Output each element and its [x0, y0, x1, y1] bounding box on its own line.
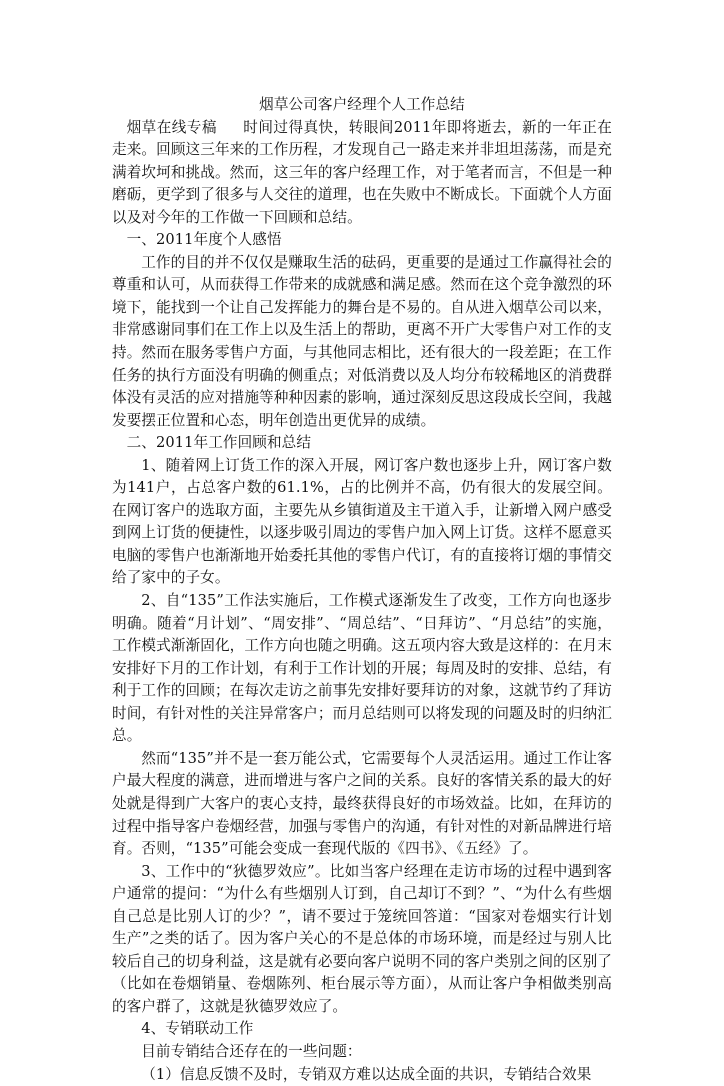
source-label: 烟草在线专稿 — [126, 118, 217, 136]
section-heading-2: 二、2011年工作回顾和总结 — [126, 434, 312, 452]
paragraph-1: 工作的目的并不仅仅是赚取生活的砝码，更重要的是通过工作赢得社会的尊重和认可，从而获得工作带来的成就感和满足感。然而在这个竞争激烈的环境下，能找到一个让自己发挥能力的舞台是不易的。自从进入烟草公司以来，非常感谢同事们在工作上以及生活上的帮助，更离不开广大零售户对工作的支持。然而在服务零售户方面，与其他同志相比，还有很大的一段差距；在工作任务的执行方面没有明确的侧重点；对低消费以及人均分布较稀地区的消费群体没有灵活的应对措施等种种因素的影响，通过深刻反思这段成长空间，我越发要摆正位置和心态，明年创造出更优异的成绩。 — [112, 253, 612, 429]
intro-paragraph — [112, 117, 612, 230]
intro-text: 时间过得真快，转眼间2011年即将逝去，新的一年正在走来。回顾这三年来的工作历程，才发现自己一路走来并非坦坦荡荡，而是充满着坎坷和挑战。然而，这三年的客户经理工作，对于笔者而言，不但是一种磨砺，更学到了很多与人交往的道理，也在失败中不断成长。下面就个人方面以及对今年的工作做一下回顾和总结。 — [112, 118, 612, 226]
document-title: 烟草公司客户经理个人工作总结 — [259, 96, 465, 113]
paragraph-3: 2、自“135”工作法实施后，工作模式逐渐发生了改变，工作方向也逐步明确。随着“月计划”、“周安排”、“周总结”、“日拜访”、“月总结”的实施，工作模式渐渐固化，工作方向也随之明确。这五项内容大致是这样的：在月末安排好下月的工作计划，有利于工作计划的开展；每周及时的安排、总结，有利于工作的回顾；在每次走访之前事先安排好要拜访的对象，这就节约了拜访时间，有针对性的关注异常客户；而月总结则可以将发现的问题及时的归纳汇总。 — [112, 592, 612, 745]
paragraph-7: （1）信息反馈不及时，专销双方难以达成全面的共识，专销结合效果 — [141, 1065, 592, 1083]
document-body — [112, 94, 612, 1086]
section-heading-1: 一、2011年度个人感悟 — [126, 231, 282, 249]
paragraph-5: 3、工作中的“狄德罗效应”。比如当客户经理在走访市场的过程中遇到客户通常的提问：“为什么有些烟别人订到，自己却订不到？”、“为什么有些烟自己总是比别人订的少？”，请不要过于笼统回答道：“国家对卷烟实行计划生产”之类的话了。因为客户关心的不是总体的市场环境，而是经过与别人比较后自己的切身利益，这是就有必要向客户说明不同的客户类别之间的区别了（比如在卷烟销量、卷烟陈列、柜台展示等方面），从而让客户争相做类别高的客户群了，这就是狄德罗效应了。 — [112, 862, 612, 1015]
paragraph-4: 然而“135”并不是一套万能公式，它需要每个人灵活运用。通过工作让客户最大程度的满意，进而增进与客户之间的关系。良好的客情关系的最大的好处就是得到广大客户的衷心支持，最终获得良好的市场效益。比如，在拜访的过程中指导客户卷烟经营，加强与零售户的沟通，有针对性的对新品牌进行培育。否则，“135”可能会变成一套现代版的《四书》、《五经》了。 — [112, 749, 612, 858]
section-heading-3: 4、专销联动工作 — [141, 1020, 254, 1038]
paragraph-6: 目前专销结合还存在的一些问题： — [141, 1042, 362, 1060]
paragraph-2: 1、随着网上订货工作的深入开展，网订客户数也逐步上升，网订客户数为141户，占总客户数的61.1%，占的比例并不高，仍有很大的发展空间。在网订客户的选取方面，主要先从乡镇街道及主干道入手，让新增入网户感受到网上订货的便捷性，以逐步吸引周边的零售户加入网上订货。这样不愿意买电脑的零售户也渐渐地开始委托其他的零售户代订，有的直接将订烟的事情交给了家中的子女。 — [112, 456, 612, 587]
